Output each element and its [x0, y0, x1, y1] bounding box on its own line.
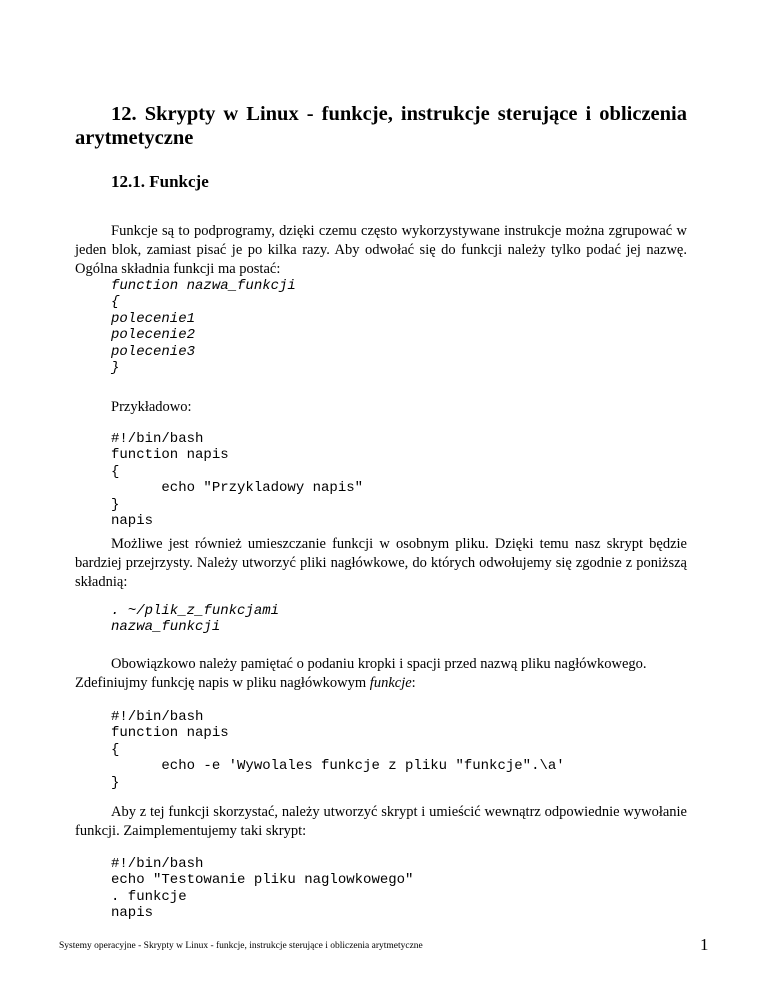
paragraph-intro: Funkcje są to podprogramy, dzięki czemu często wykorzystywane instrukcje można zgrupować w jeden blok, zamiast pisać je po kilka razy. Aby odwołać się do funkcji należy tylko podać jej nazwę. Ogólna składnia funkcji ma postać:: [75, 223, 687, 277]
paragraph-usage: Aby z tej funkcji skorzystać, należy utworzyć skrypt i umieścić wewnątrz odpowiednie wywołanie funkcji. Zaimplementujemy taki skrypt:: [75, 804, 687, 839]
paragraph-header-files: Możliwe jest również umieszczanie funkcji w osobnym pliku. Dzięki temu nasz skrypt będzie bardziej przejrzysty. Należy utworzyć pliki nagłówkowe, do których odwołujemy się zgodnie z poniższą składnią:: [75, 536, 687, 590]
page-number: 1: [700, 935, 709, 954]
reminder-line2: [39, 674, 416, 693]
reminder-line1: Obowiązkowo należy pamiętać o podaniu kropki i spacji przed nazwą pliku nagłówkowego.: [111, 656, 647, 672]
reminder-line2-text: Zdefiniujmy funkcję napis w pliku nagłówkowym: [75, 675, 370, 691]
code-block-header-file: #!/bin/bash function napis { echo -e 'Wywolales funkcje z pliku "funkcje".\a' }: [111, 709, 565, 791]
filename-italic: funkcje: [369, 675, 412, 691]
code-block-include: . ~/plik_z_funkcjami nazwa_funkcji: [111, 603, 280, 636]
reminder-line2-suffix: :: [411, 675, 416, 691]
code-block-test-script: #!/bin/bash echo "Testowanie pliku naglowkowego" . funkcje napis: [111, 856, 414, 922]
code-block-syntax: function nazwa_funkcji { polecenie1 polecenie2 polecenie3 }: [111, 278, 296, 377]
page-title: 12. Skrypty w Linux - funkcje, instrukcje sterujące i obliczenia arytmetyczne: [75, 103, 687, 149]
paragraph-reminder: [75, 655, 687, 693]
section-heading: 12.1. Funkcje: [111, 172, 209, 191]
page-footer: Systemy operacyjne - Skrypty w Linux - funkcje, instrukcje sterujące i obliczenia arytmetyczne: [59, 941, 423, 951]
paragraph-example-label: Przykładowo:: [111, 399, 192, 415]
code-block-example: #!/bin/bash function napis { echo "Przykladowy napis" } napis: [111, 431, 364, 530]
